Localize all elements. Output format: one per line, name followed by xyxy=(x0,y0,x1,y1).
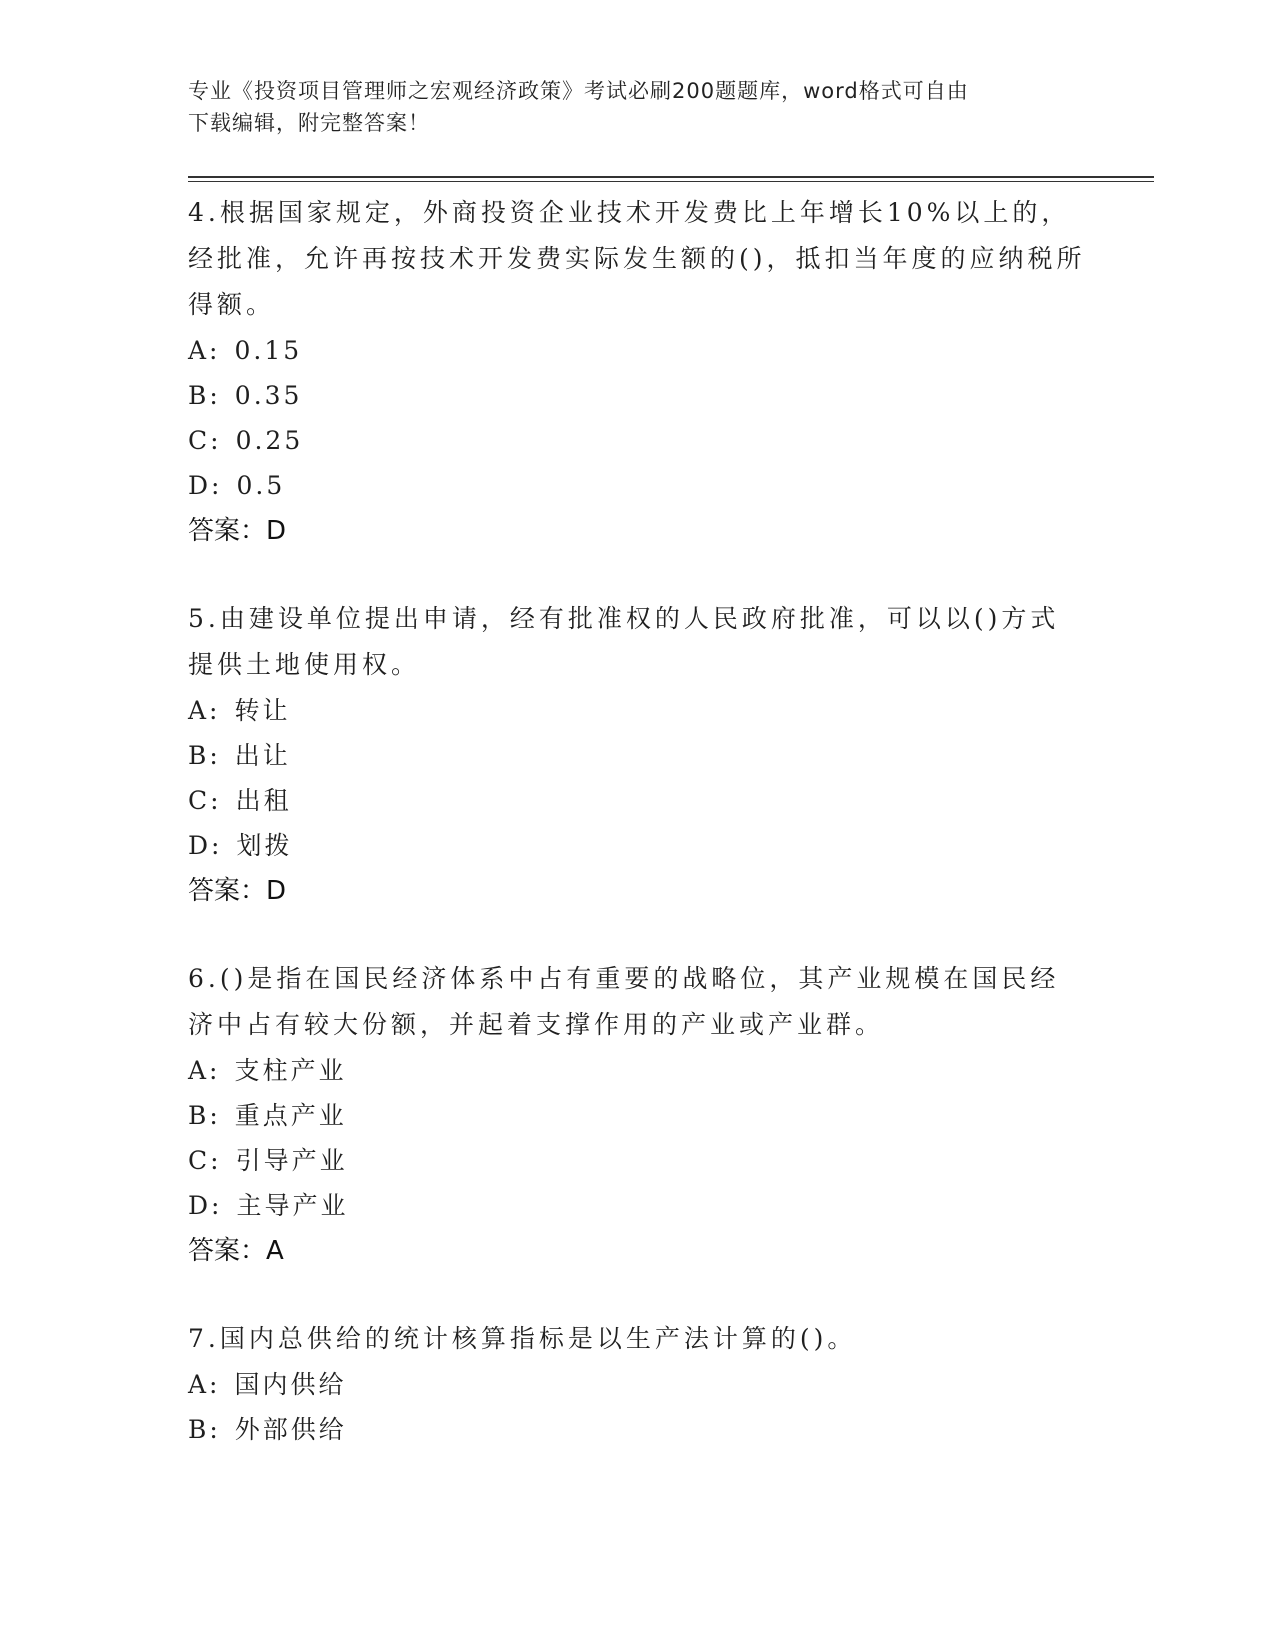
option-text: 外部供给 xyxy=(234,1415,347,1444)
option-b xyxy=(188,1407,1088,1452)
option-d xyxy=(188,1183,1088,1228)
question-stem: 5.由建设单位提出申请，经有批准权的人民政府批准，可以以()方式提供土地使用权。 xyxy=(188,604,1060,679)
option-letter: D: xyxy=(188,471,223,500)
header-line-1: 专业《投资项目管理师之宏观经济政策》考试必刷200题题库，word格式可自由 xyxy=(188,79,969,103)
question-stem: 7.国内总供给的统计核算指标是以生产法计算的()。 xyxy=(188,1324,857,1353)
option-letter: A: xyxy=(188,336,221,365)
question-5 xyxy=(188,596,1088,914)
option-text: 国内供给 xyxy=(234,1370,347,1399)
option-letter: C: xyxy=(188,426,222,455)
option-text: 0.5 xyxy=(236,471,286,500)
option-text: 转让 xyxy=(234,696,291,725)
option-text: 0.35 xyxy=(234,381,303,410)
document-header xyxy=(188,75,1068,139)
option-text: 支柱产业 xyxy=(234,1056,347,1085)
option-letter: A: xyxy=(188,1056,221,1085)
header-line-2: 下载编辑，附完整答案！ xyxy=(188,111,430,135)
answer-line: 答案：D xyxy=(188,516,287,546)
option-d xyxy=(188,823,1088,868)
option-c xyxy=(188,418,1088,463)
option-a xyxy=(188,1362,1088,1407)
question-stem: 4.根据国家规定，外商投资企业技术开发费比上年增长10%以上的，经批准，允许再按技术开发费实际发生额的()，抵扣当年度的应纳税所得额。 xyxy=(188,198,1086,319)
answer-line: 答案：D xyxy=(188,876,287,906)
option-a xyxy=(188,328,1088,373)
option-letter: B: xyxy=(188,741,221,770)
option-text: 出租 xyxy=(235,786,292,815)
option-letter: C: xyxy=(188,1146,222,1175)
option-c xyxy=(188,778,1088,823)
option-a xyxy=(188,688,1088,733)
option-b xyxy=(188,1093,1088,1138)
option-text: 0.15 xyxy=(234,336,303,365)
option-letter: B: xyxy=(188,381,221,410)
option-letter: A: xyxy=(188,696,221,725)
option-text: 引导产业 xyxy=(235,1146,348,1175)
question-stem: 6.()是指在国民经济体系中占有重要的战略位，其产业规模在国民经济中占有较大份额，并起着支撑作用的产业或产业群。 xyxy=(188,964,1060,1039)
option-text: 划拨 xyxy=(236,831,293,860)
question-4 xyxy=(188,190,1088,554)
question-7 xyxy=(188,1316,1088,1452)
option-c xyxy=(188,1138,1088,1183)
option-d xyxy=(188,463,1088,508)
question-6 xyxy=(188,956,1088,1274)
option-b xyxy=(188,373,1088,418)
option-letter: B: xyxy=(188,1101,221,1130)
question-list xyxy=(188,190,1088,1494)
option-text: 0.25 xyxy=(235,426,304,455)
option-letter: D: xyxy=(188,831,223,860)
option-letter: A: xyxy=(188,1370,221,1399)
option-letter: C: xyxy=(188,786,222,815)
option-letter: B: xyxy=(188,1415,221,1444)
option-a xyxy=(188,1048,1088,1093)
option-b xyxy=(188,733,1088,778)
option-text: 重点产业 xyxy=(234,1101,347,1130)
option-text: 主导产业 xyxy=(236,1191,349,1220)
header-divider-thick xyxy=(188,176,1154,178)
header-divider-thin xyxy=(188,181,1154,182)
option-text: 出让 xyxy=(234,741,291,770)
answer-line: 答案：A xyxy=(188,1236,284,1266)
option-letter: D: xyxy=(188,1191,223,1220)
